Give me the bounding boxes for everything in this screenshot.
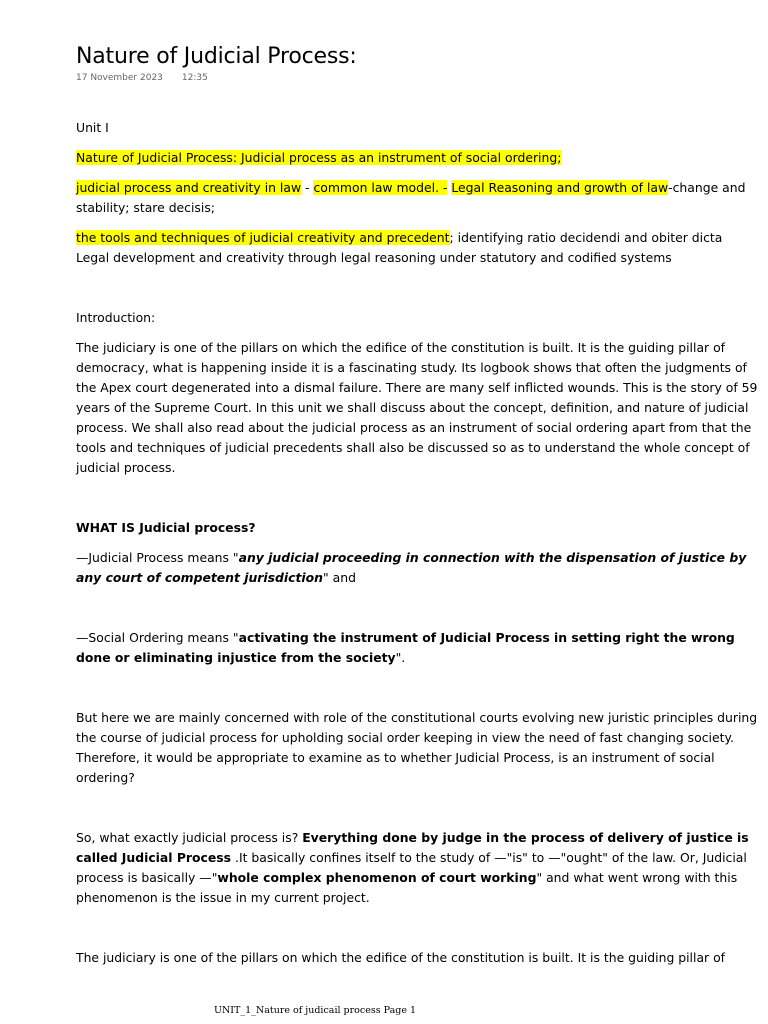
definition-emphasis: activating the instrument of Judicial Process in setting right the wrong done or eliminating injustice from the society: [76, 630, 735, 665]
highlighted-text: common law model. -: [313, 180, 448, 195]
body-text: So, what exactly judicial process is?: [76, 830, 303, 845]
highlighted-text: Nature of Judicial Process: Judicial process as an instrument of social ordering;: [76, 150, 562, 165]
syllabus-line-2: [76, 178, 766, 218]
highlighted-text: judicial process and creativity in law: [76, 180, 302, 195]
page-date: 17 November 2023: [76, 73, 163, 83]
body-paragraph: [76, 828, 766, 908]
definition-social-ordering: [76, 628, 766, 668]
page-title: Nature of Judicial Process:: [76, 44, 357, 69]
body-emphasis: whole complex phenomenon of court working: [217, 870, 537, 885]
body-text: " and what went wrong with this phenomenon is the issue in my current project.: [76, 870, 738, 905]
page-time: 12:35: [181, 73, 208, 83]
definition-text: —Social Ordering means ": [76, 630, 239, 645]
syllabus-line-1: [76, 148, 766, 168]
highlighted-text: Legal Reasoning and growth of law: [451, 180, 669, 195]
syllabus-line-4: Legal development and creativity through legal reasoning under statutory and codified systems: [76, 250, 672, 265]
section-heading: WHAT IS Judicial process?: [76, 520, 256, 535]
body-paragraph: But here we are mainly concerned with role of the constitutional courts evolving new juristic principles during the course of judicial process for upholding social order keeping in view the need of fast changing society. Therefore, it would be appropriate to examine as to whether Judicial Process, is an instrument of social ordering?: [76, 710, 758, 785]
unit-label: Unit I: [76, 120, 109, 135]
body-paragraph: The judiciary is one of the pillars on which the edifice of the constitution is built. It is the guiding pillar of: [76, 950, 726, 965]
syllabus-text: -change and stability; stare decisis;: [76, 180, 746, 215]
page-content: [76, 118, 766, 968]
syllabus-line-3: [76, 228, 766, 248]
definition-text: —Judicial Process means ": [76, 550, 239, 565]
page-timestamp: [76, 72, 208, 84]
body-text: .It basically confines itself to the study of —"is" to —"ought" of the law. Or, Judicial process is basically —": [76, 850, 747, 885]
page-footer: UNIT_1_Nature of judicail process Page 1: [213, 1005, 417, 1016]
introduction-heading: Introduction:: [76, 310, 156, 325]
introduction-paragraph: The judiciary is one of the pillars on which the edifice of the constitution is built. It is the guiding pillar of democracy, what is happening inside it is a fascinating study. Its logbook shows that often the judgments of the Apex court degenerated into a dismal failure. There are many self inflicted wounds. This is the story of 59 years of the Supreme Court. In this unit we shall discuss about the concept, definition, and nature of judicial process. We shall also read about the judicial process as an instrument of social ordering apart from that the tools and techniques of judicial precedents shall also be discussed so as to understand the whole concept of judicial process.: [76, 340, 758, 475]
syllabus-text: ; identifying ratio decidendi and obiter dicta: [449, 230, 723, 245]
definition-text: " and: [323, 570, 356, 585]
definition-text: ".: [395, 650, 406, 665]
definition-judicial-process: [76, 548, 766, 588]
body-emphasis: Everything done by judge in the process of delivery of justice is called Judicial Process: [76, 830, 749, 865]
highlighted-text: the tools and techniques of judicial creativity and precedent: [76, 230, 450, 245]
definition-emphasis: any judicial proceeding in connection with the dispensation of justice by any court of competent jurisdiction: [76, 550, 747, 585]
separator-text: -: [301, 180, 314, 195]
